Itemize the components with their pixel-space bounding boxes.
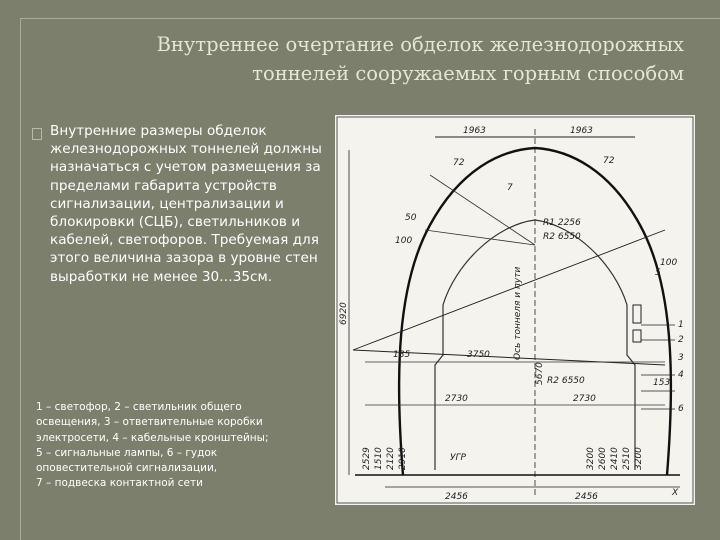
dim-2730-left: 2730 (445, 394, 468, 404)
dim-72-right: 72 (603, 156, 615, 166)
dim-50: 50 (405, 213, 417, 223)
left-height-dim: 1510 (374, 447, 384, 470)
dim-2456-right: 2456 (575, 492, 598, 502)
radius-r2-label: R2 6550 (543, 232, 581, 242)
radius-line-diagonal (353, 230, 665, 350)
legend-line: 5 – сигнальные лампы, 6 – гудок (36, 446, 218, 459)
legend-line: 7 – подвеска контактной сети (36, 477, 203, 490)
slide-title-line2: тоннелей сооружаемых горным способом (252, 62, 684, 85)
right-height-dim: 2600 (598, 447, 608, 470)
axis-label: Ось тоннеля и пути (513, 266, 523, 360)
slide-title (84, 30, 684, 88)
body-paragraph: Внутренние размеры обделок железнодорожных тоннелей должны назначаться с учетом размещения за пределами габарита устройств сигнализации, централизации и блокировки (СЦБ), светильников и кабелей, светофоров. Требуемая для этого величина зазора в уровне стен выработки не менее 30…35см. (50, 123, 322, 285)
legend-line: электросети, 4 – кабельные кронштейны; (36, 431, 269, 444)
legend-line: оповестительной сигнализации, (36, 462, 218, 475)
x-mark: X (672, 488, 679, 498)
frame-horizontal-line (20, 18, 720, 19)
radius-r1-label: R1 2256 (543, 218, 581, 228)
legend-line: освещения, 3 – ответвительные коробки (36, 416, 263, 429)
dim-100-left: 100 (395, 236, 413, 246)
right-height-dim: 2410 (610, 447, 620, 470)
callout-5: 5 (655, 268, 661, 278)
legend-line: 1 – светофор, 2 – светильник общего (36, 401, 242, 413)
left-height-dim: 2120 (386, 447, 396, 470)
dim-185: 185 (393, 350, 411, 360)
right-height-dim: 3200 (634, 447, 644, 470)
dim-153: 153 (653, 378, 671, 388)
dim-top-right: 1963 (570, 126, 593, 136)
slide-title-line1: Внутреннее очертание обделок железнодорожных (156, 33, 684, 56)
frame-vertical-line (20, 18, 21, 540)
legend-text (36, 400, 326, 492)
callout-2: 2 (678, 335, 684, 345)
callout-6: 6 (678, 404, 684, 414)
callout-1: 1 (678, 320, 684, 330)
callout-7: 7 (507, 183, 513, 193)
dim-total-height: 6920 (339, 302, 349, 325)
drawing-svg (335, 115, 695, 505)
dim-5670: 5670 (535, 362, 545, 385)
dim-3750: 3750 (467, 350, 490, 360)
dim-100: 100 (660, 258, 678, 268)
dim-72-left: 72 (453, 158, 465, 168)
radius-line (430, 175, 535, 245)
dim-2730-right: 2730 (573, 394, 596, 404)
bullet-icon (32, 128, 42, 140)
callout-4: 4 (678, 370, 684, 380)
tunnel-cross-section-drawing (335, 115, 695, 505)
callout-3: 3 (678, 353, 684, 363)
left-height-dim: 2529 (362, 447, 372, 470)
right-height-dim: 3200 (586, 447, 596, 470)
radius-line (425, 230, 535, 245)
ugr-label: УГР (450, 453, 466, 463)
right-height-dim: 2510 (622, 447, 632, 470)
equipment-box (633, 330, 641, 342)
radius-low-label: R2 6550 (547, 376, 585, 386)
dim-top-left: 1963 (463, 126, 486, 136)
dim-2456-left: 2456 (445, 492, 468, 502)
left-height-dim: 2910 (398, 447, 408, 470)
equipment-box (633, 305, 641, 323)
